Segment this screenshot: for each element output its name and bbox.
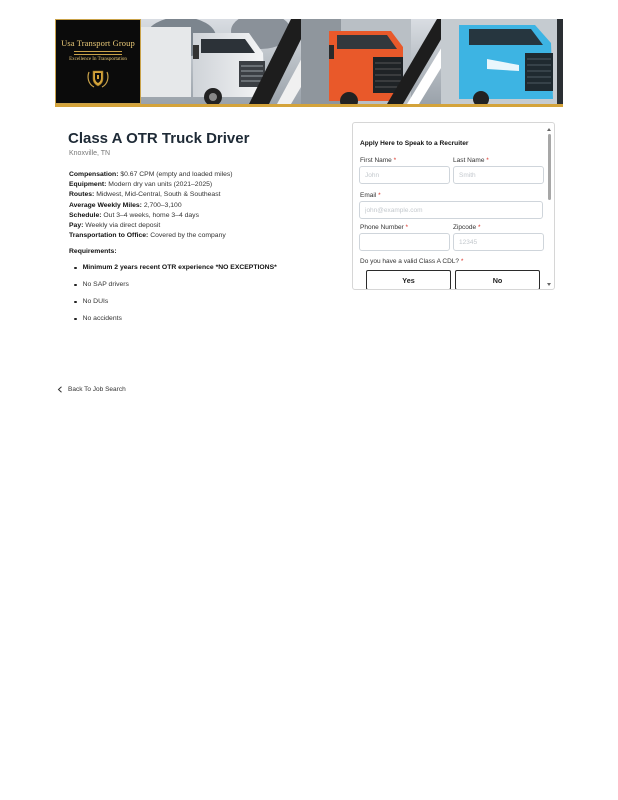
requirement-text: No accidents — [82, 315, 122, 322]
last-name-input[interactable] — [453, 166, 544, 184]
last-name-label-text: Last Name — [453, 157, 485, 164]
phone-label — [360, 224, 408, 231]
detail-pay — [69, 221, 339, 231]
trucks-photo — [141, 19, 563, 104]
required-asterisk: * — [477, 224, 481, 231]
cdl-question-text: Do you have a valid Class A CDL? — [360, 258, 459, 265]
cdl-yes-button[interactable]: Yes — [366, 270, 451, 290]
scroll-thumb[interactable] — [548, 134, 551, 200]
list-item — [74, 281, 277, 298]
requirements-list — [74, 264, 277, 332]
phone-input[interactable] — [359, 233, 450, 251]
scroll-up-icon[interactable] — [547, 128, 551, 131]
email-input[interactable] — [359, 201, 543, 219]
email-label — [360, 192, 381, 199]
detail-label: Equipment: — [69, 181, 107, 189]
detail-equipment — [69, 180, 339, 190]
detail-schedule — [69, 211, 339, 221]
required-asterisk: * — [405, 224, 409, 231]
logo-tagline: Excellence In Transportation — [69, 57, 127, 62]
detail-transportation — [69, 231, 339, 241]
detail-value: Weekly via direct deposit — [85, 222, 161, 230]
detail-label: Average Weekly Miles: — [69, 201, 142, 209]
detail-label: Routes: — [69, 191, 95, 199]
job-details — [69, 170, 339, 241]
required-asterisk: * — [460, 258, 464, 265]
requirements-heading: Requirements: — [69, 248, 117, 255]
detail-value: Midwest, Mid-Central, South & Southeast — [96, 191, 221, 199]
detail-label: Pay: — [69, 222, 84, 230]
first-name-label — [360, 157, 396, 164]
detail-label: Transportation to Office: — [69, 232, 149, 240]
bullet-icon — [74, 301, 77, 304]
zipcode-label — [453, 224, 480, 231]
required-asterisk: * — [393, 157, 397, 164]
logo-divider — [74, 51, 122, 55]
header-banner — [55, 19, 563, 107]
chevron-left-icon — [57, 386, 63, 393]
list-item — [74, 264, 277, 281]
job-location: Knoxville, TN — [69, 150, 111, 157]
form-scrollbar[interactable] — [548, 126, 553, 288]
zipcode-label-text: Zipcode — [453, 224, 477, 231]
detail-compensation — [69, 170, 339, 180]
logo-company-name: Usa Transport Group — [61, 38, 135, 48]
list-item — [74, 298, 277, 315]
requirement-text: No SAP drivers — [82, 281, 129, 288]
bullet-icon — [74, 284, 77, 287]
detail-label: Schedule: — [69, 211, 102, 219]
first-name-input[interactable] — [359, 166, 450, 184]
cdl-no-button[interactable]: No — [455, 270, 540, 290]
detail-weekly-miles — [69, 201, 339, 211]
back-link-label: Back To Job Search — [68, 386, 126, 393]
detail-value: Out 3–4 weeks, home 3–4 days — [103, 211, 199, 219]
requirement-text: No DUIs — [82, 298, 109, 305]
shield-crest-icon — [85, 67, 111, 91]
email-label-text: Email — [360, 192, 377, 199]
recruiter-form — [352, 122, 555, 290]
detail-value: 2,700–3,100 — [143, 201, 182, 209]
zipcode-input[interactable] — [453, 233, 544, 251]
cdl-question — [360, 258, 463, 265]
bullet-icon — [74, 318, 77, 321]
company-logo — [55, 19, 141, 104]
detail-label: Compensation: — [69, 171, 119, 178]
detail-routes — [69, 190, 339, 200]
detail-value: Modern dry van units (2021–2025) — [108, 181, 213, 189]
requirement-text: Minimum 2 years recent OTR experience *NO EXCEPTIONS* — [82, 264, 277, 271]
list-item — [74, 315, 277, 332]
job-title: Class A OTR Truck Driver — [68, 130, 250, 147]
first-name-label-text: First Name — [360, 157, 392, 164]
detail-value: Covered by the company — [150, 232, 226, 240]
last-name-label — [453, 157, 489, 164]
phone-label-text: Phone Number — [360, 224, 404, 231]
bullet-icon — [74, 267, 77, 270]
back-to-job-search-link[interactable] — [57, 386, 126, 393]
required-asterisk: * — [378, 192, 381, 199]
scroll-down-icon[interactable] — [547, 283, 551, 286]
detail-value: $0.67 CPM (empty and loaded miles) — [120, 171, 233, 178]
required-asterisk: * — [486, 157, 489, 164]
form-title: Apply Here to Speak to a Recruiter — [360, 140, 469, 147]
